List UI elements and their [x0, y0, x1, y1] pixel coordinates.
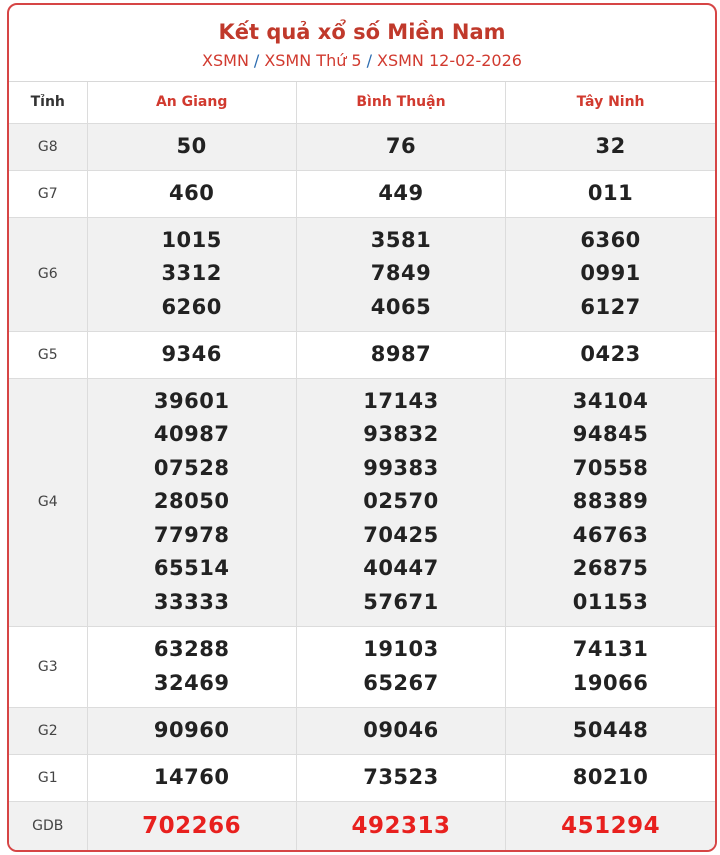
prize-label: G5: [9, 331, 87, 378]
prize-row-g2: [9, 707, 715, 754]
prize-label: G7: [9, 170, 87, 217]
lottery-number: 39601: [153, 388, 230, 413]
prize-row-g6: [9, 217, 715, 331]
result-cell: [506, 331, 715, 378]
result-cell: [506, 378, 715, 626]
prize-label: G6: [9, 217, 87, 331]
prize-row-gdb: [9, 801, 715, 851]
result-cell: [87, 378, 296, 626]
province-header-tay-ninh: Tây Ninh: [506, 82, 715, 123]
lottery-number: 50: [176, 133, 207, 158]
lottery-number: 26875: [572, 556, 649, 581]
lottery-number: 07528: [153, 455, 230, 480]
lottery-number: 57671: [363, 589, 439, 614]
province-header-binh-thuan: Bình Thuận: [296, 82, 505, 123]
lottery-number: 80210: [572, 764, 649, 789]
lottery-number: 46763: [572, 522, 649, 547]
prize-label: G3: [9, 626, 87, 707]
lottery-number: 17143: [363, 388, 439, 413]
prize-label: GDB: [9, 801, 87, 851]
lottery-number: 9346: [161, 341, 222, 366]
result-cell: [87, 801, 296, 851]
result-cell: [506, 123, 715, 170]
lottery-number: 6127: [580, 294, 641, 319]
lottery-number: 19066: [572, 670, 649, 695]
lottery-number: 93832: [363, 422, 439, 447]
lottery-number: 01153: [572, 589, 649, 614]
results-header: [9, 5, 715, 82]
special-prize-number: 451294: [561, 812, 661, 839]
lottery-number: 19103: [363, 637, 439, 661]
lottery-number: 1015: [161, 227, 222, 252]
result-cell: [506, 170, 715, 217]
prize-row-g1: [9, 754, 715, 801]
result-cell: [296, 801, 505, 851]
lottery-number: 449: [378, 180, 424, 205]
lottery-number: 73523: [363, 764, 439, 789]
special-prize-number: 702266: [142, 812, 242, 839]
lottery-number: 8987: [370, 341, 432, 366]
result-cell: [87, 217, 296, 331]
province-column-header: Tỉnh: [9, 82, 87, 123]
lottery-number: 7849: [370, 261, 432, 286]
page-title: Kết quả xổ số Miền Nam: [218, 20, 506, 44]
prize-label: G4: [9, 378, 87, 626]
breadcrumb-xsmn-weekday[interactable]: XSMN Thứ 5: [264, 51, 362, 70]
breadcrumb-separator: /: [253, 51, 260, 70]
result-cell: [296, 170, 505, 217]
prize-label: G2: [9, 707, 87, 754]
lottery-number: 32469: [153, 670, 230, 695]
result-cell: [87, 123, 296, 170]
lottery-number: 28050: [153, 489, 230, 514]
lottery-number: 0423: [580, 341, 641, 366]
lottery-number: 65514: [153, 556, 230, 581]
lottery-number: 50448: [572, 717, 649, 742]
result-cell: [296, 707, 505, 754]
lottery-number: 33333: [153, 589, 230, 614]
lottery-number: 63288: [153, 637, 230, 661]
prize-row-g5: [9, 331, 715, 378]
breadcrumb-separator: /: [366, 51, 372, 70]
result-cell: [506, 707, 715, 754]
result-cell: [506, 801, 715, 851]
result-cell: [296, 626, 505, 707]
special-prize-number: 492313: [351, 812, 451, 839]
result-cell: [87, 331, 296, 378]
lottery-number: 14760: [153, 764, 230, 789]
result-cell: [296, 378, 505, 626]
lottery-number: 40987: [153, 422, 230, 447]
lottery-number: 99383: [363, 455, 439, 480]
lottery-number: 3581: [370, 227, 432, 252]
lottery-number: 77978: [153, 522, 230, 547]
result-cell: [87, 626, 296, 707]
lottery-number: 4065: [370, 294, 432, 319]
lottery-number: 76: [385, 133, 417, 158]
lottery-number: 460: [168, 180, 215, 205]
lottery-number: 70425: [363, 522, 439, 547]
lottery-number: 011: [587, 180, 634, 205]
result-cell: [506, 754, 715, 801]
prize-row-g7: [9, 170, 715, 217]
prize-row-g4: [9, 378, 715, 626]
result-cell: [296, 754, 505, 801]
result-cell: [87, 754, 296, 801]
breadcrumb: [9, 51, 715, 71]
lottery-number: 32: [595, 133, 626, 158]
result-cell: [296, 123, 505, 170]
breadcrumb-xsmn[interactable]: XSMN: [202, 51, 249, 70]
prize-label: G1: [9, 754, 87, 801]
lottery-number: 6360: [580, 227, 641, 252]
lottery-number: 34104: [572, 388, 649, 413]
prize-row-g8: [9, 123, 715, 170]
results-table: [9, 82, 715, 851]
result-cell: [296, 217, 505, 331]
lottery-number: 88389: [572, 489, 649, 514]
result-cell: [506, 217, 715, 331]
result-cell: [87, 707, 296, 754]
lottery-number: 02570: [363, 489, 439, 514]
lottery-number: 09046: [363, 717, 439, 742]
result-cell: [296, 331, 505, 378]
table-header-row: [9, 82, 715, 123]
lottery-number: 74131: [572, 637, 649, 661]
prize-label: G8: [9, 123, 87, 170]
results-card: [7, 3, 717, 852]
lottery-number: 0991: [580, 261, 641, 286]
prize-row-g3: [9, 626, 715, 707]
lottery-number: 40447: [363, 556, 439, 581]
lottery-number: 65267: [363, 670, 439, 695]
results-body: [9, 123, 715, 851]
lottery-number: 6260: [161, 294, 222, 319]
lottery-number: 3312: [161, 261, 222, 286]
result-cell: [506, 626, 715, 707]
lottery-number: 94845: [572, 422, 649, 447]
lottery-number: 90960: [153, 717, 230, 742]
province-header-an-giang: An Giang: [87, 82, 296, 123]
result-cell: [87, 170, 296, 217]
lottery-number: 70558: [572, 455, 649, 480]
breadcrumb-xsmn-date[interactable]: XSMN 12-02-2026: [377, 51, 522, 70]
